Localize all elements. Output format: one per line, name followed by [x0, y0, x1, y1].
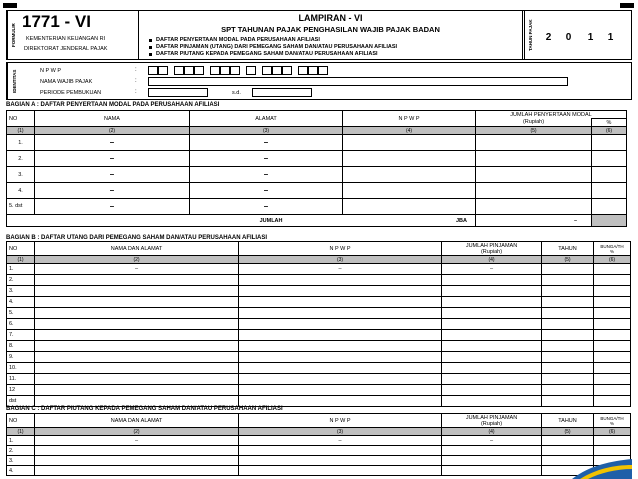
sd-label: s.d. [232, 90, 241, 96]
col-header-tahun: TAHUN [542, 242, 594, 256]
col-header-jumlah-pinjaman: JUMLAH PINJAMAN (Rupiah) [442, 242, 542, 256]
npwp-digit-box[interactable] [318, 66, 328, 75]
section-c-title: BAGIAN C : DAFTAR PIUTANG KEPADA PEMEGANG SAHAM DAN/ATAU PERUSAHAAN AFILIASI [6, 406, 283, 412]
npwp-digit-box[interactable] [272, 66, 282, 75]
npwp-digit-box[interactable] [158, 66, 168, 75]
npwp-digit-box[interactable] [246, 66, 256, 75]
npwp-digit-box[interactable] [210, 66, 220, 75]
table-row: 4. [7, 466, 631, 476]
npwp-digit-box[interactable] [230, 66, 240, 75]
table-row: 4. [7, 297, 631, 308]
col-header-bunga: BUNGA/TH % [594, 242, 631, 256]
table-row: 11. [7, 374, 631, 385]
npwp-digit-box[interactable] [194, 66, 204, 75]
colon: : [135, 67, 137, 73]
ministry-name: KEMENTERIAN KEUANGAN RI [26, 36, 106, 42]
spt-title: SPT TAHUNAN PAJAK PENGHASILAN WAJIB PAJAK BADAN [221, 25, 440, 34]
total-value[interactable]: – [476, 215, 592, 227]
npwp-digit-box[interactable] [174, 66, 184, 75]
col-header-jumlah: JUMLAH PENYERTAAN MODAL [476, 111, 627, 119]
tax-year-box [540, 0, 628, 60]
npwp-digit-box[interactable] [220, 66, 230, 75]
total-row [7, 215, 627, 227]
col-header-nama-alamat: NAMA DAN ALAMAT [35, 414, 239, 428]
table-row: 10. [7, 363, 631, 374]
header-item-c: DAFTAR PIUTANG KEPADA PEMEGANG SAHAM DAN/ATAU PERUSAHAAN AFILIASI [149, 51, 378, 57]
form-side-label: FORMULIR [7, 11, 19, 59]
section-b-table [6, 241, 631, 407]
column-numbers-row: (1) (2) (3) (4) (5) (6) [7, 256, 631, 264]
column-numbers-row: (1) (2) (3) (4) (5) (6) [7, 428, 631, 436]
header-item-a: DAFTAR PENYERTAAN MODAL PADA PERUSAHAAN AFILIASI [149, 37, 320, 43]
year-digit: 2 [545, 32, 552, 43]
table-row: 7. [7, 330, 631, 341]
year-digit: 0 [565, 32, 572, 43]
table-row: 12 [7, 385, 631, 396]
npwp-digit-box[interactable] [298, 66, 308, 75]
colon: : [135, 78, 137, 84]
header-item-b: DAFTAR PINJAMAN (UTANG) DARI PEMEGANG SAHAM DAN/ATAU PERUSAHAAN AFILIASI [149, 44, 397, 50]
table-row: 5. [7, 308, 631, 319]
column-numbers-row: (1) (2) (3) (4) (5) (6) [7, 127, 627, 135]
table-row: 3. [7, 286, 631, 297]
col-header-jumlah-pinjaman: JUMLAH PINJAMAN (Rupiah) [442, 414, 542, 428]
table-row: 2. [7, 446, 631, 456]
bullet-icon [149, 39, 152, 42]
table-row: 3. – – [7, 167, 627, 183]
registration-mark-top-left [3, 3, 17, 8]
col-header-pct: % [592, 119, 627, 127]
table-row: 1. – – [7, 135, 627, 151]
npwp-digit-box[interactable] [262, 66, 272, 75]
npwp-digit-box[interactable] [148, 66, 158, 75]
directorate-name: DIREKTORAT JENDERAL PAJAK [24, 46, 108, 52]
col-header-npwp: N P W P [239, 242, 442, 256]
form-number: 1771 - VI [22, 12, 91, 31]
section-a-table [6, 110, 627, 227]
col-header-bunga: BUNGA/TH % [594, 414, 631, 428]
npwp-digit-box[interactable] [184, 66, 194, 75]
total-label: JUMLAH [7, 215, 343, 227]
col-header-tahun: TAHUN [542, 414, 594, 428]
identitas-side-label: IDENTITAS [7, 63, 21, 99]
col-header-npwp: N P W P [239, 414, 442, 428]
nama-wajib-pajak-label: NAMA WAJIB PAJAK [40, 79, 93, 85]
col-header-no: NO [7, 111, 35, 127]
npwp-field[interactable] [148, 66, 448, 75]
bullet-icon [149, 53, 152, 56]
section-c-table [6, 413, 631, 476]
table-row: 6. [7, 319, 631, 330]
table-row: 8. [7, 341, 631, 352]
lampiran-title: LAMPIRAN - VI [298, 13, 363, 23]
year-digit: 1 [587, 32, 594, 43]
col-header-nama-alamat: NAMA DAN ALAMAT [35, 242, 239, 256]
section-a-title: BAGIAN A : DAFTAR PENYERTAAN MODAL PADA PERUSAHAAN AFILIASI [6, 102, 220, 108]
periode-pembukuan-label: PERIODE PEMBUKUAN [40, 90, 102, 96]
npwp-digit-box[interactable] [308, 66, 318, 75]
section-b-title: BAGIAN B : DAFTAR UTANG DARI PEMEGANG SAHAM DAN/ATAU PERUSAHAAN AFILIASI [6, 235, 267, 241]
npwp-digit-box[interactable] [282, 66, 292, 75]
header-divider-right [522, 11, 523, 59]
col-header-nama: NAMA [35, 111, 190, 127]
col-header-npwp: N P W P [343, 111, 476, 127]
table-row: 2. [7, 275, 631, 286]
col-header-rupiah: (Rupiah) [476, 119, 592, 127]
table-row: 1. – – – [7, 436, 631, 446]
col-header-no: NO [7, 242, 35, 256]
table-row: 1. – – – [7, 264, 631, 275]
table-row: 5. dst – – [7, 199, 627, 215]
total-code: JBA [343, 215, 476, 227]
col-header-alamat: ALAMAT [190, 111, 343, 127]
bullet-icon [149, 46, 152, 49]
table-row: 3. [7, 456, 631, 466]
table-row: dst [7, 396, 631, 407]
periode-start-field[interactable] [148, 88, 208, 97]
nama-wajib-pajak-field[interactable] [148, 77, 568, 86]
table-row: 2. – – [7, 151, 627, 167]
table-row: 4. – – [7, 183, 627, 199]
col-header-no: NO [7, 414, 35, 428]
year-digit: 1 [607, 32, 614, 43]
colon: : [135, 89, 137, 95]
tahun-pajak-label: TAHUN PAJAK [524, 11, 536, 59]
logo-swoosh-icon [572, 455, 632, 479]
periode-end-field[interactable] [252, 88, 312, 97]
npwp-label: N P W P [40, 68, 61, 74]
table-row: 9. [7, 352, 631, 363]
